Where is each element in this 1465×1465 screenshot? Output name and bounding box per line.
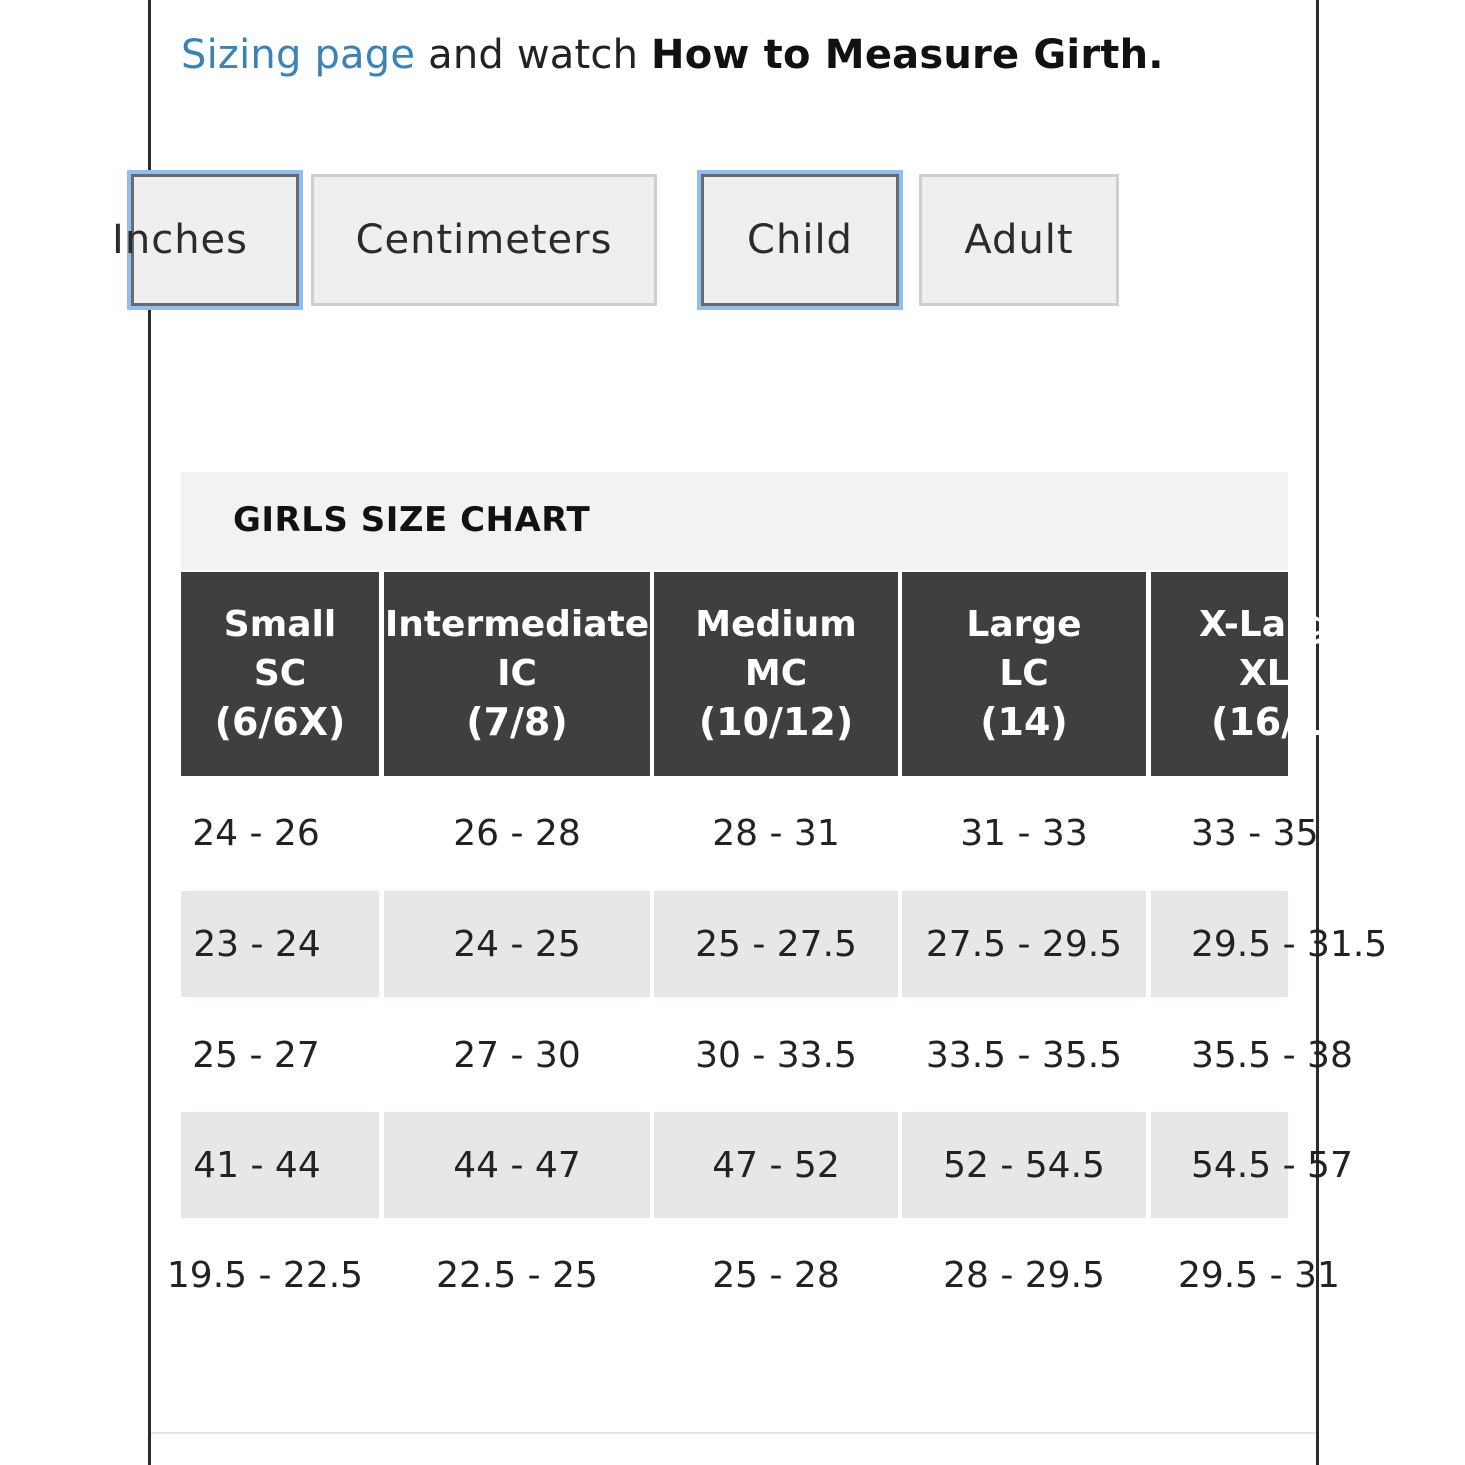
table-cell: 29.5 - 31	[1178, 1254, 1340, 1296]
girls-size-chart[interactable]	[166, 472, 1388, 1352]
column-header-code: LC	[999, 653, 1049, 694]
table-cell: 47 - 52	[654, 1112, 898, 1218]
table-cell: 28 - 31	[712, 812, 840, 854]
table-cell: 24 - 25	[384, 891, 650, 997]
table-cell: 19.5 - 22.5	[166, 1254, 364, 1296]
centimeters-button[interactable]	[311, 174, 657, 306]
centimeters-button-label: Centimeters	[355, 217, 613, 263]
table-cell: 33 - 35	[1191, 812, 1319, 854]
chart-title: GIRLS SIZE CHART	[233, 500, 591, 540]
table-cell: 25 - 27	[192, 1034, 320, 1076]
column-header-code: IC	[497, 653, 537, 694]
column-header-range: (16/18)	[1211, 700, 1366, 744]
intro-middle-text: and watch	[415, 32, 652, 78]
table-cell: 54.5 - 57	[1151, 1112, 1288, 1218]
table-cell: 25 - 28	[712, 1254, 840, 1296]
column-header-intermediate	[384, 572, 650, 776]
adult-button[interactable]	[919, 174, 1119, 306]
table-cell	[181, 1112, 379, 1218]
column-header-name: Medium	[695, 604, 857, 645]
cell-value: 41 - 44	[193, 1144, 321, 1186]
how-to-measure-girth-text: How to Measure Girth.	[651, 32, 1164, 78]
table-cell: 30 - 33.5	[695, 1034, 857, 1076]
table-cell: 22.5 - 25	[436, 1254, 598, 1296]
column-header-code: MC	[744, 653, 808, 694]
table-cell: 28 - 29.5	[943, 1254, 1105, 1296]
column-header-range: (14)	[980, 700, 1068, 744]
column-header-range: (10/12)	[698, 700, 854, 744]
table-cell: 44 - 47	[384, 1112, 650, 1218]
column-header-name: X-Large	[1199, 604, 1354, 645]
column-header-code: SC	[253, 653, 307, 694]
column-header-name: Large	[966, 604, 1082, 645]
column-header-medium	[654, 572, 898, 776]
chart-title-bar	[181, 472, 1288, 570]
content-frame	[112, 0, 1388, 1465]
table-cell: 26 - 28	[453, 812, 581, 854]
table-cell: 25 - 27.5	[654, 891, 898, 997]
column-header-small	[181, 572, 379, 776]
intro-text	[181, 32, 1164, 78]
column-header-large	[902, 572, 1146, 776]
column-header-range: (6/6X)	[214, 700, 346, 744]
table-cell: 52 - 54.5	[902, 1112, 1146, 1218]
table-cell: 27 - 30	[453, 1034, 581, 1076]
adult-button-label: Adult	[964, 217, 1074, 263]
table-cell	[181, 891, 379, 997]
child-button[interactable]	[701, 174, 899, 306]
sizing-page-link[interactable]: Sizing page	[181, 32, 416, 78]
column-header-x-large	[1151, 572, 1366, 776]
table-cell: 35.5 - 38	[1191, 1034, 1353, 1076]
table-cell: 24 - 26	[192, 812, 320, 854]
table-cell: 29.5 - 31.5	[1151, 891, 1288, 997]
table-cell: 31 - 33	[960, 812, 1088, 854]
child-button-label: Child	[747, 217, 853, 263]
cell-value: 23 - 24	[193, 923, 321, 965]
table-cell: 33.5 - 35.5	[925, 1034, 1123, 1076]
column-header-name: Intermediate	[384, 604, 650, 645]
table-cell: 27.5 - 29.5	[902, 891, 1146, 997]
inches-button[interactable]	[112, 174, 299, 306]
bottom-divider	[151, 1432, 1316, 1434]
inches-button-label: Inches	[112, 217, 248, 263]
column-header-code: XLC	[1239, 653, 1317, 694]
column-header-range: (7/8)	[466, 700, 568, 744]
column-header-name: Small	[223, 604, 337, 645]
